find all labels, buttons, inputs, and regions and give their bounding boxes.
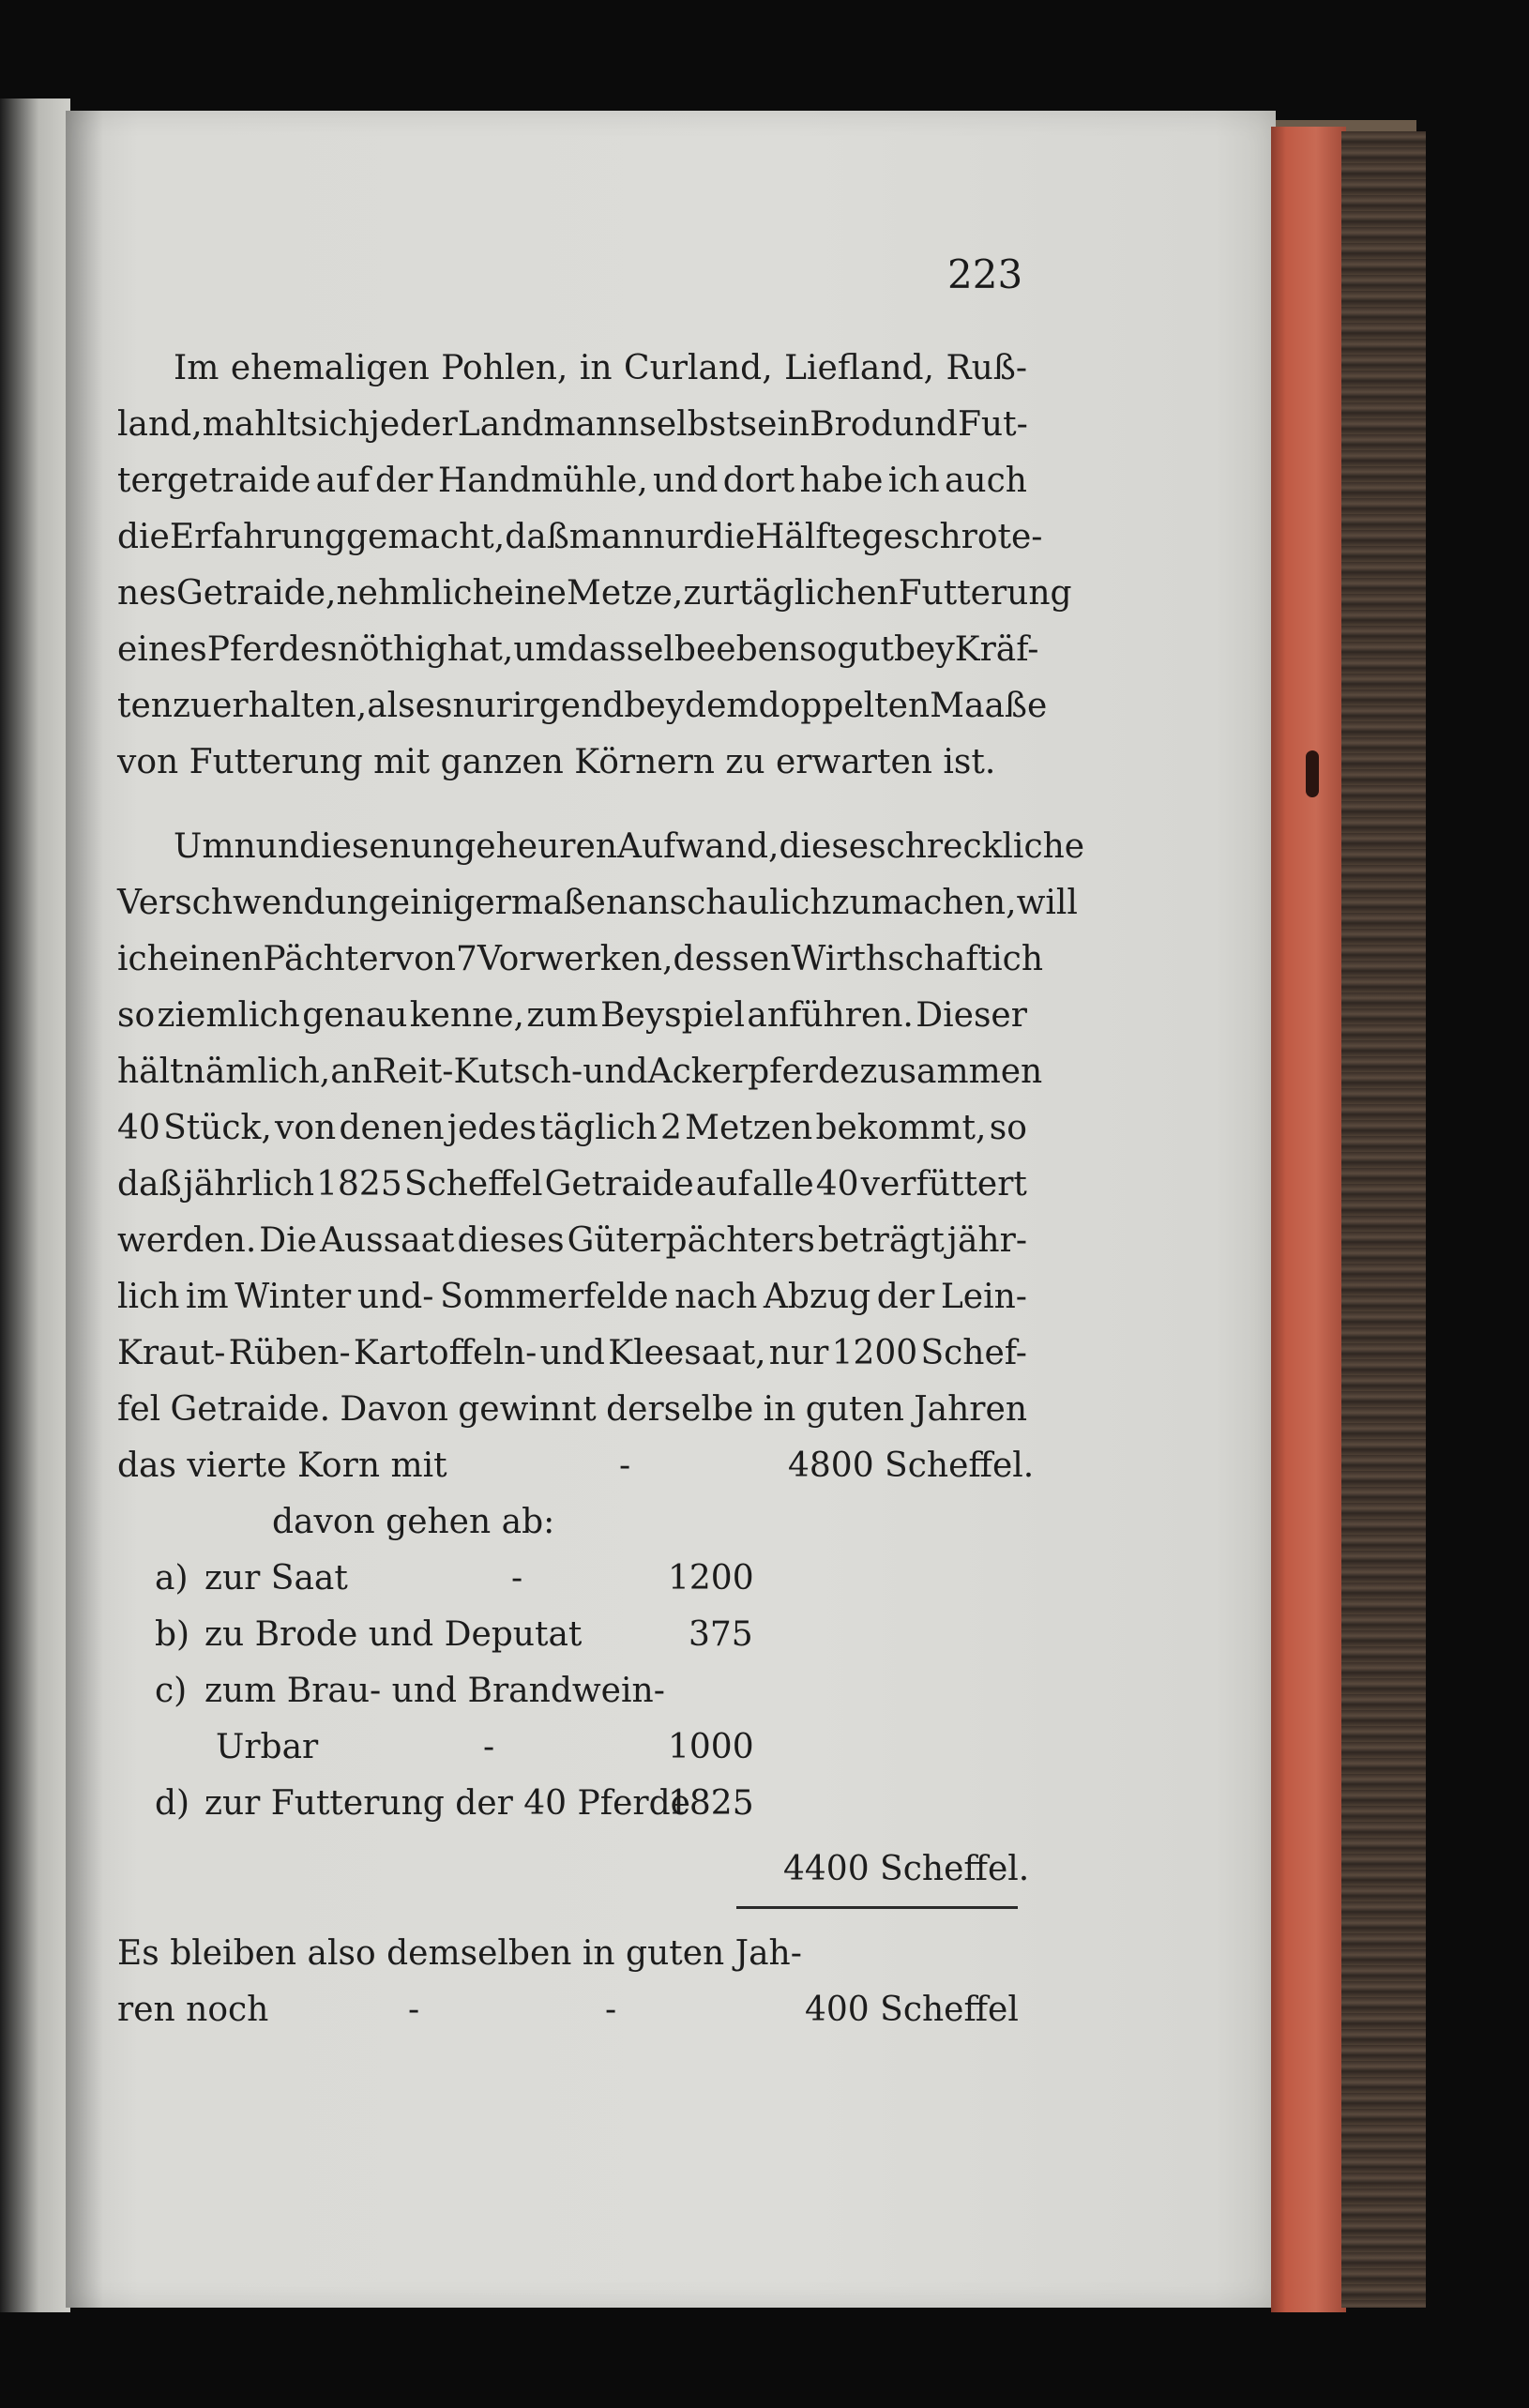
paragraph2-line-10: Kraut- Rüben- Kartoffeln- und Kleesaat, nur 1200 Schef-	[117, 1334, 1027, 1372]
paragraph1-line-1: Im ehemaligen Pohlen, in Curland, Liefland, Ruß-	[174, 349, 1027, 387]
total-deductions: 4400 Scheffel.	[783, 1850, 1030, 1888]
remaining-dots-1: -	[408, 1991, 420, 2029]
paragraph2-line-1: Um nun diesen ungeheuren Aufwand, diese schreckliche	[174, 827, 1085, 866]
deduction-b-value: 375	[689, 1615, 753, 1654]
fore-edge-mark	[1306, 750, 1319, 797]
page-number: 223	[947, 251, 1023, 297]
paragraph1-line-4: die Erfahrung gemacht, daß man nur die Hälfte geschrote-	[117, 518, 1043, 556]
paragraph1-line-5: nes Getraide, nehmlich eine Metze, zur täglichen Futterung	[117, 574, 1072, 613]
deduction-b-letter: b)	[155, 1615, 190, 1654]
deductions-heading: davon gehen ab:	[272, 1503, 555, 1541]
left-page-edge	[0, 98, 70, 2312]
paragraph1-line-3: tergetraide auf der Handmühle, und dort habe ich auch	[117, 462, 1027, 500]
paragraph2-line-7: daß jährlich 1825 Scheffel Getraide auf alle 40 verfüttert	[117, 1165, 1027, 1204]
paragraph1-line-2: land, mahlt sich jeder Landmann selbst sein Brod und Fut-	[117, 405, 1028, 444]
paragraph2-line-2: Verschwendung einigermaßen anschaulich zu machen, will	[117, 884, 1078, 922]
deduction-a-letter: a)	[155, 1559, 189, 1598]
deduction-a-label: zur Saat	[204, 1559, 348, 1598]
paragraph2-line-4: so ziemlich genau kenne, zum Beyspiel anführen. Dieser	[117, 996, 1027, 1035]
deduction-d-label: zur Futterung der 40 Pferde	[204, 1784, 690, 1823]
deduction-a-dots: -	[511, 1559, 523, 1598]
remaining-label: ren noch	[117, 1991, 269, 2029]
paragraph2-line-11: fel Getraide. Davon gewinnt derselbe in guten Jahren	[117, 1390, 1027, 1429]
yield-label: das vierte Korn mit	[117, 1446, 447, 1485]
paragraph2-line-8: werden. Die Aussaat dieses Güterpächters beträgt jähr-	[117, 1221, 1027, 1260]
remaining-line-1: Es bleiben also demselben in guten Jah-	[117, 1934, 802, 1973]
deduction-a-value: 1200	[668, 1559, 754, 1598]
deduction-c-dots: -	[483, 1728, 495, 1766]
paragraph2-line-5: hält nämlich, an Reit- Kutsch- und Ackerpferde zusammen	[117, 1053, 1043, 1091]
deduction-d-value: 1825	[668, 1784, 754, 1823]
red-fore-edge	[1271, 127, 1346, 2312]
gutter-shadow	[66, 111, 103, 2308]
paragraph2-line-9: lich im Winter und- Sommerfelde nach Abzug der Lein-	[117, 1278, 1027, 1316]
paragraph1-line-7: ten zu erhalten, als es nur irgend bey dem doppelten Maaße	[117, 687, 1048, 725]
deduction-c-letter: c)	[155, 1672, 188, 1710]
paragraph2-line-3: ich einen Pächter von 7 Vorwerken, dessen Wirthschaft ich	[117, 940, 1044, 978]
yield-dots: -	[619, 1446, 631, 1485]
deduction-b-label: zu Brode und Deputat	[204, 1615, 583, 1654]
sum-rule	[736, 1906, 1018, 1909]
paragraph1-line-6: eines Pferdes nöthig hat, um dasselbe eben so gut bey Kräf-	[117, 630, 1039, 669]
yield-value: 4800 Scheffel.	[788, 1446, 1035, 1485]
deduction-c-label: zum Brau- und Brandwein-	[204, 1672, 665, 1710]
remaining-value: 400 Scheffel	[805, 1991, 1019, 2029]
paragraph2-line-6: 40 Stück, von denen jedes täglich 2 Metzen bekommt, so	[117, 1109, 1027, 1147]
deduction-d-letter: d)	[155, 1784, 190, 1823]
book-cover-edge	[1341, 131, 1426, 2308]
deduction-c-value: 1000	[668, 1728, 754, 1766]
paragraph1-line-8: von Futterung mit ganzen Körnern zu erwarten ist.	[117, 743, 996, 781]
deduction-c-label-cont: Urbar	[216, 1728, 319, 1766]
remaining-dots-2: -	[605, 1991, 617, 2029]
